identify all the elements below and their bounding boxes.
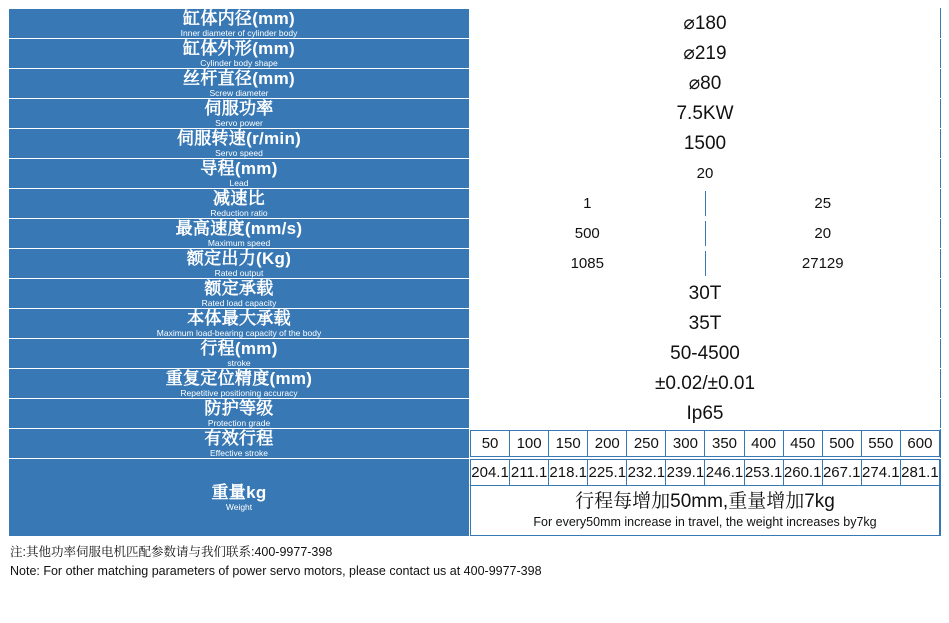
row-label-repeat-accuracy xyxy=(9,369,470,399)
table-row xyxy=(9,339,941,369)
label-en: Rated output xyxy=(214,268,264,278)
table-row xyxy=(9,9,941,39)
row-label-protection-grade xyxy=(9,399,470,429)
footer-note-en: Note: For other matching parameters of power servo motors, please contact us at 400-9977-398 xyxy=(10,564,542,578)
row-value-servo-power: 7.5KW xyxy=(470,99,941,129)
footer-notes xyxy=(8,543,941,581)
table-row xyxy=(9,279,941,309)
table-row xyxy=(9,99,941,129)
value-left: 1 xyxy=(470,191,705,216)
row-value-protection-grade: Ip65 xyxy=(470,399,941,429)
label-en: Screw diameter xyxy=(209,88,269,98)
stroke-value: 200 xyxy=(588,431,627,457)
weight-value: 267.1 xyxy=(822,460,861,486)
stroke-value: 350 xyxy=(705,431,744,457)
row-value-inner-diameter: ⌀180 xyxy=(470,9,941,39)
label-cn: 重量kg xyxy=(211,483,267,502)
label-en: Cylinder body shape xyxy=(200,58,278,68)
label-cn: 伺服转速(r/min) xyxy=(176,129,302,148)
weight-value: 260.1 xyxy=(783,460,822,486)
label-cn: 有效行程 xyxy=(204,429,274,448)
stroke-value: 100 xyxy=(510,431,549,457)
stroke-value: 600 xyxy=(900,431,939,457)
label-en: Rated load capacity xyxy=(201,298,277,308)
table-row-effective-stroke xyxy=(9,429,941,459)
label-cn: 防护等级 xyxy=(204,399,274,418)
stroke-value: 250 xyxy=(627,431,666,457)
row-label-body-shape xyxy=(9,39,470,69)
table-row xyxy=(9,399,941,429)
row-value-maximum-speed xyxy=(470,219,941,249)
label-en: Protection grade xyxy=(207,418,271,428)
weight-value: 239.1 xyxy=(666,460,705,486)
weight-note-cn: 行程每增加50mm,重量增加7kg xyxy=(575,491,835,512)
table-row xyxy=(9,39,941,69)
row-value-stroke: 50-4500 xyxy=(470,339,941,369)
stroke-value: 400 xyxy=(744,431,783,457)
weight-note-row xyxy=(471,486,940,536)
stroke-value: 300 xyxy=(666,431,705,457)
label-cn: 丝杆直径(mm) xyxy=(183,69,295,88)
weight-value: 274.1 xyxy=(861,460,900,486)
table-row xyxy=(9,159,941,189)
label-cn: 缸体外形(mm) xyxy=(183,39,295,58)
row-label-rated-output xyxy=(9,249,470,279)
label-en: Reduction ratio xyxy=(210,208,268,218)
row-value-max-load: 35T xyxy=(470,309,941,339)
table-row xyxy=(9,69,941,99)
label-cn: 伺服功率 xyxy=(204,99,274,118)
label-cn: 额定出力(Kg) xyxy=(186,249,292,268)
weight-value: 246.1 xyxy=(705,460,744,486)
label-cn: 行程(mm) xyxy=(200,339,278,358)
label-cn: 导程(mm) xyxy=(200,159,278,178)
row-value-reduction-ratio xyxy=(470,189,941,219)
label-cn: 本体最大承载 xyxy=(187,309,291,328)
label-en: Maximum speed xyxy=(207,238,271,248)
row-value-effective-stroke xyxy=(470,429,941,459)
specification-table xyxy=(8,8,941,537)
row-value-lead: 20 xyxy=(470,159,941,189)
split-value-table xyxy=(470,251,940,276)
weight-value: 281.1 xyxy=(900,460,939,486)
value-right: 20 xyxy=(814,225,832,242)
row-label-effective-stroke xyxy=(9,429,470,459)
row-value-rated-load: 30T xyxy=(470,279,941,309)
row-label-stroke xyxy=(9,339,470,369)
row-value-body-shape: ⌀219 xyxy=(470,39,941,69)
table-row xyxy=(9,129,941,159)
value-left: 500 xyxy=(470,221,705,246)
label-cn: 最高速度(mm/s) xyxy=(175,219,303,238)
table-row xyxy=(9,309,941,339)
weight-note-en: For every50mm increase in travel, the weight increases by7kg xyxy=(533,515,877,529)
row-value-servo-speed: 1500 xyxy=(470,129,941,159)
row-value-rated-output xyxy=(470,249,941,279)
row-value-screw-diameter: ⌀80 xyxy=(470,69,941,99)
label-en: Effective stroke xyxy=(210,448,268,458)
row-label-servo-speed xyxy=(9,129,470,159)
row-label-inner-diameter xyxy=(9,9,470,39)
table-row-weight xyxy=(9,459,941,537)
label-cn: 额定承载 xyxy=(204,279,274,298)
weight-value: 253.1 xyxy=(744,460,783,486)
row-label-max-load xyxy=(9,309,470,339)
table-row xyxy=(9,369,941,399)
value-right: 25 xyxy=(814,195,832,212)
stroke-value: 450 xyxy=(783,431,822,457)
stroke-values-table xyxy=(470,430,940,457)
stroke-value: 50 xyxy=(471,431,510,457)
label-cn: 减速比 xyxy=(213,189,265,208)
label-en: Repetitive positioning accuracy xyxy=(180,388,298,398)
row-label-reduction-ratio xyxy=(9,189,470,219)
split-value-table xyxy=(470,221,940,246)
label-en: Maximum load-bearing capacity of the body xyxy=(156,328,322,338)
weight-values-table xyxy=(470,459,940,536)
weight-values-row xyxy=(471,460,940,486)
label-en: Inner diameter of cylinder body xyxy=(180,28,298,38)
stroke-value: 500 xyxy=(822,431,861,457)
table-row xyxy=(9,249,941,279)
row-label-servo-power xyxy=(9,99,470,129)
label-en: Servo speed xyxy=(215,148,263,158)
value-right: 27129 xyxy=(801,255,844,272)
footer-note-cn: 注:其他功率伺服电机匹配参数请与我们联系:400-9977-398 xyxy=(10,545,333,559)
weight-value: 225.1 xyxy=(588,460,627,486)
label-cn: 重复定位精度(mm) xyxy=(165,369,313,388)
row-label-weight xyxy=(9,459,470,537)
row-label-rated-load xyxy=(9,279,470,309)
row-value-repeat-accuracy: ±0.02/±0.01 xyxy=(470,369,941,399)
stroke-value: 550 xyxy=(861,431,900,457)
row-label-maximum-speed xyxy=(9,219,470,249)
value-left: 1085 xyxy=(470,251,705,276)
label-en: stroke xyxy=(227,358,251,368)
weight-note-cell xyxy=(471,486,940,536)
stroke-value: 150 xyxy=(549,431,588,457)
weight-value: 211.1 xyxy=(510,460,549,486)
weight-value: 218.1 xyxy=(549,460,588,486)
label-en: Weight xyxy=(225,502,253,512)
row-label-screw-diameter xyxy=(9,69,470,99)
label-cn: 缸体内径(mm) xyxy=(183,9,295,28)
split-value-table xyxy=(470,191,940,216)
stroke-values-row xyxy=(471,431,940,457)
weight-value: 204.1 xyxy=(471,460,510,486)
weight-value: 232.1 xyxy=(627,460,666,486)
table-row xyxy=(9,219,941,249)
table-row xyxy=(9,189,941,219)
label-en: Servo power xyxy=(215,118,263,128)
row-value-weight xyxy=(470,459,941,537)
label-en: Lead xyxy=(229,178,249,188)
row-label-lead xyxy=(9,159,470,189)
